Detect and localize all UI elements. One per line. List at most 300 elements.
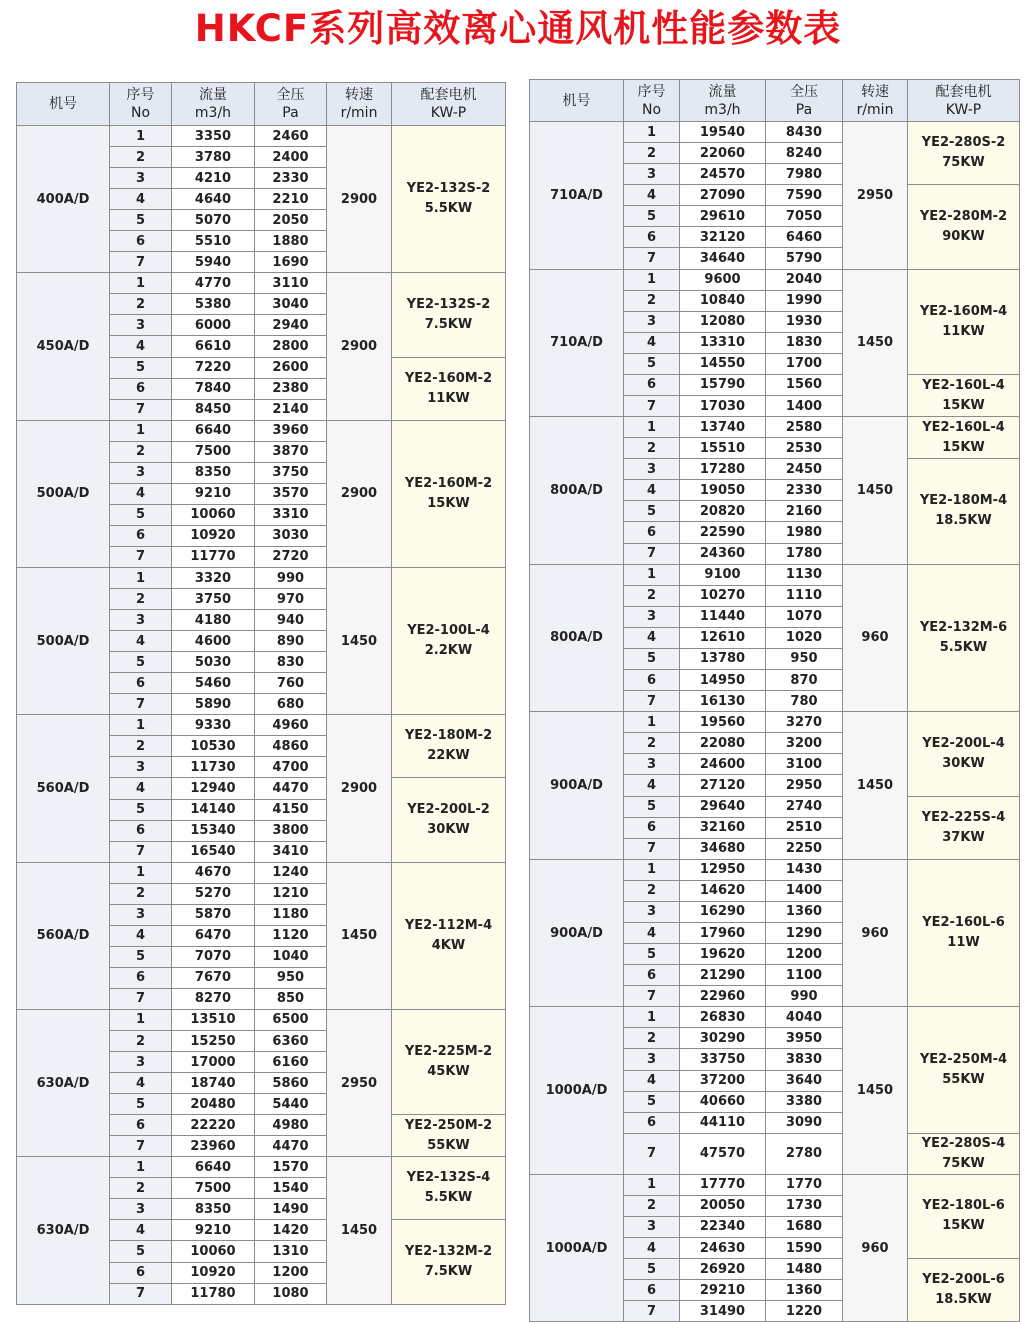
speed-cell: 2950 [327,1009,392,1156]
motor-power: 30KW [427,822,470,838]
seq-cell: 6 [110,673,172,694]
flow-cell: 17960 [680,922,766,943]
motor-model: YE2-160M-2 [404,370,493,386]
flow-cell: 7840 [172,378,255,399]
flow-cell: 6640 [172,420,255,441]
pressure-cell: 2380 [255,378,327,399]
pressure-cell: 1200 [255,1262,327,1283]
motor-power: 15KW [427,495,470,511]
flow-cell: 17770 [680,1174,766,1195]
flow-cell: 6000 [172,315,255,336]
seq-cell: 5 [624,501,680,522]
flow-cell: 4600 [172,631,255,652]
flow-cell: 15790 [680,374,766,395]
pressure-cell: 5860 [255,1073,327,1094]
model-cell: 500A/D [17,567,110,714]
seq-cell: 7 [624,543,680,564]
flow-cell: 13510 [172,1009,255,1030]
motor-power: 15KW [942,439,985,455]
seq-cell: 6 [110,820,172,841]
motor-cell [908,185,1020,269]
pressure-cell: 850 [255,988,327,1009]
table-row [530,859,1020,880]
pressure-cell: 5440 [255,1094,327,1115]
flow-cell: 12950 [680,859,766,880]
pressure-cell: 1360 [766,901,843,922]
pressure-cell: 1980 [766,522,843,543]
pressure-cell: 1830 [766,332,843,353]
seq-cell: 5 [110,210,172,231]
flow-cell: 4670 [172,862,255,883]
seq-cell: 4 [624,1237,680,1258]
spec-table-left [16,82,506,1305]
seq-cell: 1 [110,862,172,883]
header-no-en: No [130,105,151,121]
flow-cell: 11440 [680,606,766,627]
header-speed-cn: 转速 [861,83,889,100]
model-cell: 450A/D [17,273,110,420]
flow-cell: 26830 [680,1007,766,1028]
header-pressure-unit: Pa [282,105,299,121]
pressure-cell: 6500 [255,1009,327,1030]
pressure-cell: 1360 [766,1280,843,1301]
motor-power: 11W [947,935,980,950]
seq-cell: 6 [624,1280,680,1301]
flow-cell: 14620 [680,880,766,901]
pressure-cell: 2580 [766,417,843,438]
flow-cell: 16130 [680,691,766,712]
speed-cell: 1450 [327,567,392,714]
pressure-cell: 4040 [766,1007,843,1028]
pressure-cell: 1420 [255,1220,327,1241]
motor-cell [392,778,506,862]
pressure-cell: 2780 [766,1133,843,1174]
flow-cell: 32160 [680,817,766,838]
speed-cell: 960 [843,859,908,1007]
flow-cell: 5870 [172,904,255,925]
seq-cell: 5 [624,648,680,669]
header-flow-cn: 流量 [708,83,737,100]
seq-cell: 6 [624,1112,680,1133]
header-speed-unit: r/min [856,101,894,118]
pressure-cell: 2940 [255,315,327,336]
seq-cell: 5 [624,944,680,965]
pressure-cell: 6160 [255,1052,327,1073]
seq-cell: 4 [624,922,680,943]
seq-cell: 5 [110,946,172,967]
seq-cell: 1 [624,417,680,438]
motor-cell [908,269,1020,374]
seq-cell: 5 [110,1094,172,1115]
motor-model: YE2-250M-4 [919,1052,1008,1068]
pressure-cell: 8240 [766,143,843,164]
seq-cell: 6 [624,965,680,986]
flow-cell: 19050 [680,480,766,501]
motor-power: 2.2KW [424,643,473,659]
seq-cell: 7 [110,1283,172,1304]
flow-cell: 7500 [172,441,255,462]
seq-cell: 1 [110,420,172,441]
flow-cell: 10270 [680,585,766,606]
flow-cell: 30290 [680,1028,766,1049]
speed-cell: 1450 [843,712,908,860]
flow-cell: 37200 [680,1070,766,1091]
motor-power: 55KW [427,1137,470,1153]
pressure-cell: 1730 [766,1195,843,1216]
flow-cell: 14550 [680,353,766,374]
table-row [530,1174,1020,1195]
model-cell: 630A/D [17,1157,110,1304]
model-cell: 560A/D [17,715,110,862]
motor-cell [392,567,506,714]
seq-cell: 5 [624,1091,680,1112]
flow-cell: 24630 [680,1237,766,1258]
pressure-cell: 680 [255,694,327,715]
pressure-cell: 2950 [766,775,843,796]
flow-cell: 26920 [680,1259,766,1280]
seq-cell: 6 [624,227,680,248]
header-motor-unit: KW-P [430,105,467,121]
motor-cell [392,862,506,1009]
seq-cell: 7 [110,841,172,862]
flow-cell: 7670 [172,967,255,988]
flow-cell: 8270 [172,988,255,1009]
seq-cell: 4 [110,631,172,652]
pressure-cell: 4860 [255,736,327,757]
motor-power: 18.5KW [935,1292,992,1308]
seq-cell: 7 [110,1136,172,1157]
model-cell: 500A/D [17,420,110,567]
seq-cell: 4 [110,336,172,357]
motor-power: 75KW [942,1155,985,1171]
model-cell: 710A/D [530,269,624,417]
pressure-cell: 2330 [255,168,327,189]
motor-power: 11KW [427,390,470,406]
pressure-cell: 1700 [766,353,843,374]
seq-cell: 5 [624,1259,680,1280]
motor-power: 5.5KW [424,201,473,217]
seq-cell: 6 [624,817,680,838]
flow-cell: 8350 [172,1199,255,1220]
flow-cell: 9100 [680,564,766,585]
motor-model: YE2-132S-2 [406,181,491,197]
header-flow [680,80,766,122]
header-model-label: 机号 [49,96,77,112]
flow-cell: 10530 [172,736,255,757]
seq-cell: 1 [624,712,680,733]
motor-model: YE2-225M-2 [404,1044,493,1060]
seq-cell: 6 [110,231,172,252]
table-row [530,564,1020,585]
seq-cell: 6 [110,378,172,399]
motor-model: YE2-250M-2 [404,1117,493,1133]
seq-cell: 5 [110,799,172,820]
table-row [530,1007,1020,1028]
spec-table-right-body [530,122,1020,1322]
header-pressure-unit: Pa [795,101,813,118]
speed-cell: 1450 [843,1007,908,1174]
pressure-cell: 1590 [766,1237,843,1258]
motor-power: 18.5KW [935,513,992,529]
motor-cell [392,273,506,357]
flow-cell: 21290 [680,965,766,986]
motor-power: 7.5KW [424,316,473,332]
pressure-cell: 2510 [766,817,843,838]
seq-cell: 7 [624,691,680,712]
flow-cell: 10060 [172,504,255,525]
header-no [624,80,680,122]
motor-power: 22KW [427,748,470,764]
flow-cell: 29640 [680,796,766,817]
flow-cell: 11770 [172,546,255,567]
header-flow-unit: m3/h [704,101,741,118]
flow-cell: 18740 [172,1073,255,1094]
pressure-cell: 3870 [255,441,327,462]
table-row [17,715,506,736]
flow-cell: 11780 [172,1283,255,1304]
page-title: HKCF系列高效离心通风机性能参数表 [194,7,842,50]
pressure-cell: 3040 [255,294,327,315]
pressure-cell: 3200 [766,733,843,754]
flow-cell: 34680 [680,838,766,859]
speed-cell: 2900 [327,126,392,273]
pressure-cell: 4980 [255,1115,327,1136]
seq-cell: 4 [624,627,680,648]
seq-cell: 3 [110,904,172,925]
motor-cell [908,374,1020,416]
speed-cell: 1450 [843,417,908,565]
seq-cell: 3 [624,1049,680,1070]
table-row [17,1157,506,1178]
motor-model: YE2-180L-6 [922,1198,1005,1214]
speed-cell: 2900 [327,420,392,567]
pressure-cell: 990 [766,986,843,1007]
header-pressure-cn: 全压 [790,83,818,100]
flow-cell: 16290 [680,901,766,922]
seq-cell: 4 [624,480,680,501]
pressure-cell: 1400 [766,396,843,417]
pressure-cell: 5790 [766,248,843,269]
pressure-cell: 4150 [255,799,327,820]
model-cell: 560A/D [17,862,110,1009]
flow-cell: 9330 [172,715,255,736]
seq-cell: 2 [110,147,172,168]
pressure-cell: 3030 [255,525,327,546]
flow-cell: 7500 [172,1178,255,1199]
speed-cell: 1450 [843,269,908,417]
pressure-cell: 7590 [766,185,843,206]
pressure-cell: 2600 [255,357,327,378]
flow-cell: 34640 [680,248,766,269]
flow-cell: 3320 [172,567,255,588]
flow-cell: 31490 [680,1301,766,1322]
motor-model: YE2-280M-2 [919,208,1008,224]
seq-cell: 3 [110,168,172,189]
seq-cell: 7 [624,986,680,1007]
header-motor-cn: 配套电机 [420,87,477,103]
pressure-cell: 3750 [255,462,327,483]
flow-cell: 6640 [172,1157,255,1178]
header-no-cn: 序号 [126,87,155,103]
seq-cell: 2 [110,883,172,904]
seq-cell: 1 [110,126,172,147]
flow-cell: 22590 [680,522,766,543]
motor-power: 45KW [427,1064,470,1080]
seq-cell: 5 [624,206,680,227]
seq-cell: 3 [624,459,680,480]
pressure-cell: 1290 [766,922,843,943]
pressure-cell: 1770 [766,1174,843,1195]
seq-cell: 4 [624,775,680,796]
flow-cell: 17280 [680,459,766,480]
motor-power: 5.5KW [939,639,988,655]
seq-cell: 7 [624,838,680,859]
seq-cell: 7 [624,396,680,417]
pressure-cell: 970 [255,589,327,610]
table-row [530,269,1020,290]
header-speed [843,80,908,122]
pressure-cell: 3110 [255,273,327,294]
motor-model: YE2-160L-4 [922,419,1005,435]
header-no [110,83,172,126]
motor-power: 15KW [942,1218,985,1234]
flow-cell: 4210 [172,168,255,189]
pressure-cell: 2400 [255,147,327,168]
motor-power: 4KW [431,937,466,953]
seq-cell: 1 [624,564,680,585]
motor-cell [908,417,1020,459]
speed-cell: 1450 [327,862,392,1009]
model-cell: 630A/D [17,1009,110,1156]
table-row [17,1009,506,1030]
seq-cell: 5 [110,1241,172,1262]
flow-cell: 19620 [680,944,766,965]
motor-model: YE2-132M-6 [919,619,1008,635]
flow-cell: 5270 [172,883,255,904]
pressure-cell: 3100 [766,754,843,775]
motor-model: YE2-112M-4 [404,917,493,933]
seq-cell: 3 [110,1199,172,1220]
flow-cell: 23960 [172,1136,255,1157]
flow-cell: 3750 [172,589,255,610]
flow-cell: 29610 [680,206,766,227]
flow-cell: 14950 [680,670,766,691]
flow-cell: 3350 [172,126,255,147]
flow-cell: 44110 [680,1112,766,1133]
flow-cell: 5510 [172,231,255,252]
flow-cell: 29210 [680,1280,766,1301]
flow-cell: 22340 [680,1216,766,1237]
model-cell: 800A/D [530,417,624,565]
seq-cell: 3 [110,462,172,483]
motor-model: YE2-132M-2 [404,1244,493,1260]
pressure-cell: 3090 [766,1112,843,1133]
table-row [530,417,1020,438]
seq-cell: 2 [624,1195,680,1216]
pressure-cell: 1480 [766,1259,843,1280]
flow-cell: 7220 [172,357,255,378]
seq-cell: 2 [110,441,172,462]
model-cell: 900A/D [530,712,624,860]
seq-cell: 4 [110,483,172,504]
motor-model: YE2-160L-6 [922,915,1005,930]
flow-cell: 10920 [172,525,255,546]
pressure-cell: 1220 [766,1301,843,1322]
pressure-cell: 7980 [766,164,843,185]
seq-cell: 2 [110,1178,172,1199]
flow-cell: 4770 [172,273,255,294]
pressure-cell: 3380 [766,1091,843,1112]
pressure-cell: 870 [766,670,843,691]
pressure-cell: 3310 [255,504,327,525]
pressure-cell: 3800 [255,820,327,841]
flow-cell: 3780 [172,147,255,168]
flow-cell: 5940 [172,252,255,273]
seq-cell: 2 [110,589,172,610]
motor-cell [908,1174,1020,1258]
table-row [17,273,506,294]
pressure-cell: 1680 [766,1216,843,1237]
seq-cell: 3 [624,606,680,627]
pressure-cell: 3270 [766,712,843,733]
pressure-cell: 940 [255,610,327,631]
motor-model: YE2-225S-4 [921,809,1006,825]
flow-cell: 19560 [680,712,766,733]
motor-cell [392,1157,506,1220]
flow-cell: 5890 [172,694,255,715]
pressure-cell: 1430 [766,859,843,880]
seq-cell: 2 [110,1031,172,1052]
seq-cell: 1 [624,269,680,290]
flow-cell: 6470 [172,925,255,946]
motor-cell [392,1115,506,1157]
motor-cell [392,126,506,273]
pressure-cell: 1040 [255,946,327,967]
table-row [530,712,1020,733]
pressure-cell: 1180 [255,904,327,925]
motor-model: YE2-280S-2 [921,135,1006,151]
flow-cell: 14140 [172,799,255,820]
flow-cell: 27090 [680,185,766,206]
seq-cell: 7 [110,546,172,567]
pressure-cell: 4960 [255,715,327,736]
flow-cell: 22060 [680,143,766,164]
speed-cell: 960 [843,564,908,712]
pressure-cell: 1210 [255,883,327,904]
seq-cell: 2 [624,143,680,164]
motor-cell [392,420,506,567]
flow-cell: 8350 [172,462,255,483]
pressure-cell: 2530 [766,438,843,459]
motor-cell [392,1009,506,1114]
seq-cell: 5 [624,796,680,817]
pressure-cell: 1490 [255,1199,327,1220]
spec-table-right [529,79,1020,1322]
flow-cell: 11730 [172,757,255,778]
seq-cell: 1 [110,1157,172,1178]
flow-cell: 22960 [680,986,766,1007]
flow-cell: 32120 [680,227,766,248]
flow-cell: 16540 [172,841,255,862]
flow-cell: 12940 [172,778,255,799]
pressure-cell: 8430 [766,122,843,143]
pressure-cell: 1400 [766,880,843,901]
speed-cell: 2900 [327,715,392,862]
flow-cell: 9210 [172,483,255,504]
flow-cell: 17000 [172,1052,255,1073]
seq-cell: 7 [624,248,680,269]
flow-cell: 6610 [172,336,255,357]
